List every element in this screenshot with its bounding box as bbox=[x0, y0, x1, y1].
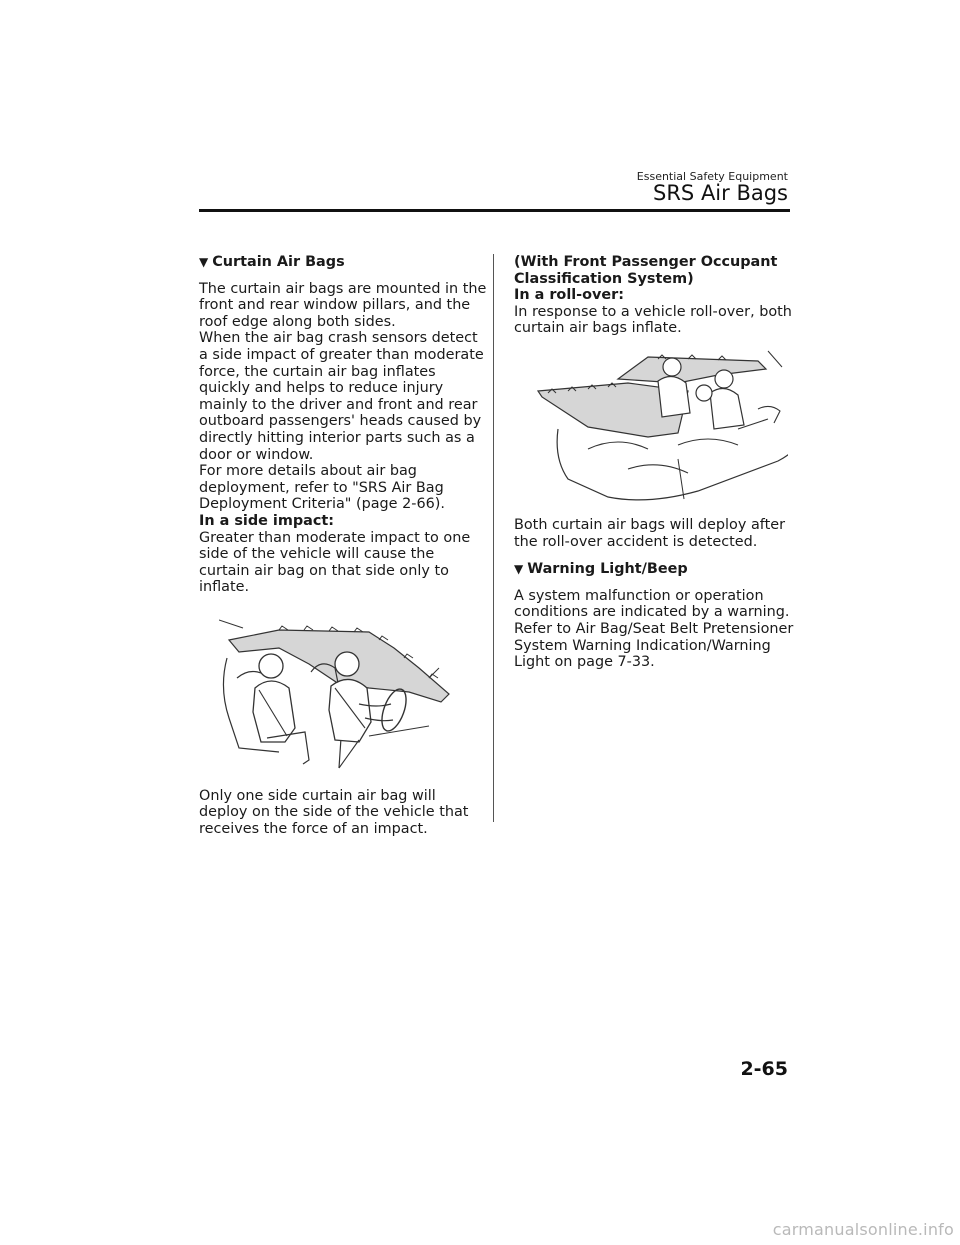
right-column bbox=[514, 254, 799, 671]
text-line: inflate. bbox=[199, 579, 250, 596]
text-line: mainly to the driver and front and rear bbox=[199, 396, 478, 413]
text-line: The curtain air bags are mounted in the bbox=[199, 280, 487, 297]
text-line: curtain air bag on that side only to bbox=[199, 562, 449, 579]
text-line: Only one side curtain air bag will bbox=[199, 787, 436, 804]
text-line: In response to a vehicle roll-over, both bbox=[514, 303, 792, 320]
text-line: receives the force of an impact. bbox=[199, 821, 428, 838]
text-line: roof edge along both sides. bbox=[199, 313, 396, 330]
text-line: quickly and helps to reduce injury bbox=[199, 380, 444, 397]
left-column bbox=[199, 254, 487, 838]
text-line: a side impact of greater than moderate bbox=[199, 346, 484, 363]
text-line: conditions are indicated by a warning. bbox=[514, 604, 790, 621]
warning-description bbox=[514, 588, 799, 671]
curtain-air-bags-heading bbox=[199, 254, 484, 271]
text-line: side of the vehicle will cause the bbox=[199, 546, 435, 563]
watermark-text: carmanualsonline.info bbox=[772, 1220, 954, 1239]
text-line: outboard passengers' heads caused by bbox=[199, 413, 482, 430]
heading-text: Curtain Air Bags bbox=[212, 254, 345, 270]
column-divider bbox=[493, 254, 494, 822]
condition-line: Classification System) bbox=[514, 270, 694, 287]
side-impact-caption bbox=[199, 788, 484, 838]
text-line: Greater than moderate impact to one bbox=[199, 529, 471, 546]
text-line: Both curtain air bags will deploy after bbox=[514, 516, 785, 533]
warning-light-heading bbox=[514, 561, 799, 578]
header-divider bbox=[199, 209, 790, 212]
condition-line: (With Front Passenger Occupant bbox=[514, 254, 778, 270]
text-line: For more details about air bag bbox=[199, 463, 417, 480]
rollover-illustration bbox=[528, 349, 788, 509]
curtain-description bbox=[199, 280, 487, 596]
text-line: deploy on the side of the vehicle that bbox=[199, 804, 469, 821]
rollover-caption bbox=[514, 517, 799, 550]
heading-text: Warning Light/Beep bbox=[527, 561, 688, 578]
text-line: the roll-over accident is detected. bbox=[514, 533, 758, 550]
page-title: SRS Air Bags bbox=[653, 181, 788, 205]
text-line: Light on page 7-33. bbox=[514, 654, 655, 671]
page-number: 2-65 bbox=[740, 1058, 788, 1080]
text-line: When the air bag crash sensors detect bbox=[199, 330, 478, 347]
text-line: directly hitting interior parts such as a bbox=[199, 429, 475, 446]
text-line: Deployment Criteria" (page 2-66). bbox=[199, 496, 445, 513]
side-impact-illustration bbox=[219, 618, 479, 778]
text-line: Refer to Air Bag/Seat Belt Pretensioner bbox=[514, 620, 794, 637]
text-line: front and rear window pillars, and the bbox=[199, 297, 471, 314]
rollover-section bbox=[514, 254, 799, 337]
triangle-marker-icon: ▼ bbox=[199, 255, 209, 269]
text-line: curtain air bags inflate. bbox=[514, 320, 682, 337]
text-line: door or window. bbox=[199, 446, 314, 463]
triangle-marker-icon: ▼ bbox=[514, 562, 524, 577]
text-line: force, the curtain air bag inflates bbox=[199, 363, 436, 380]
side-impact-label: In a side impact: bbox=[199, 512, 335, 529]
rollover-label: In a roll-over: bbox=[514, 287, 625, 304]
text-line: A system malfunction or operation bbox=[514, 587, 764, 604]
text-line: deployment, refer to "SRS Air Bag bbox=[199, 479, 444, 496]
header-section-label: Essential Safety Equipment bbox=[636, 170, 788, 183]
text-line: System Warning Indication/Warning bbox=[514, 637, 771, 654]
